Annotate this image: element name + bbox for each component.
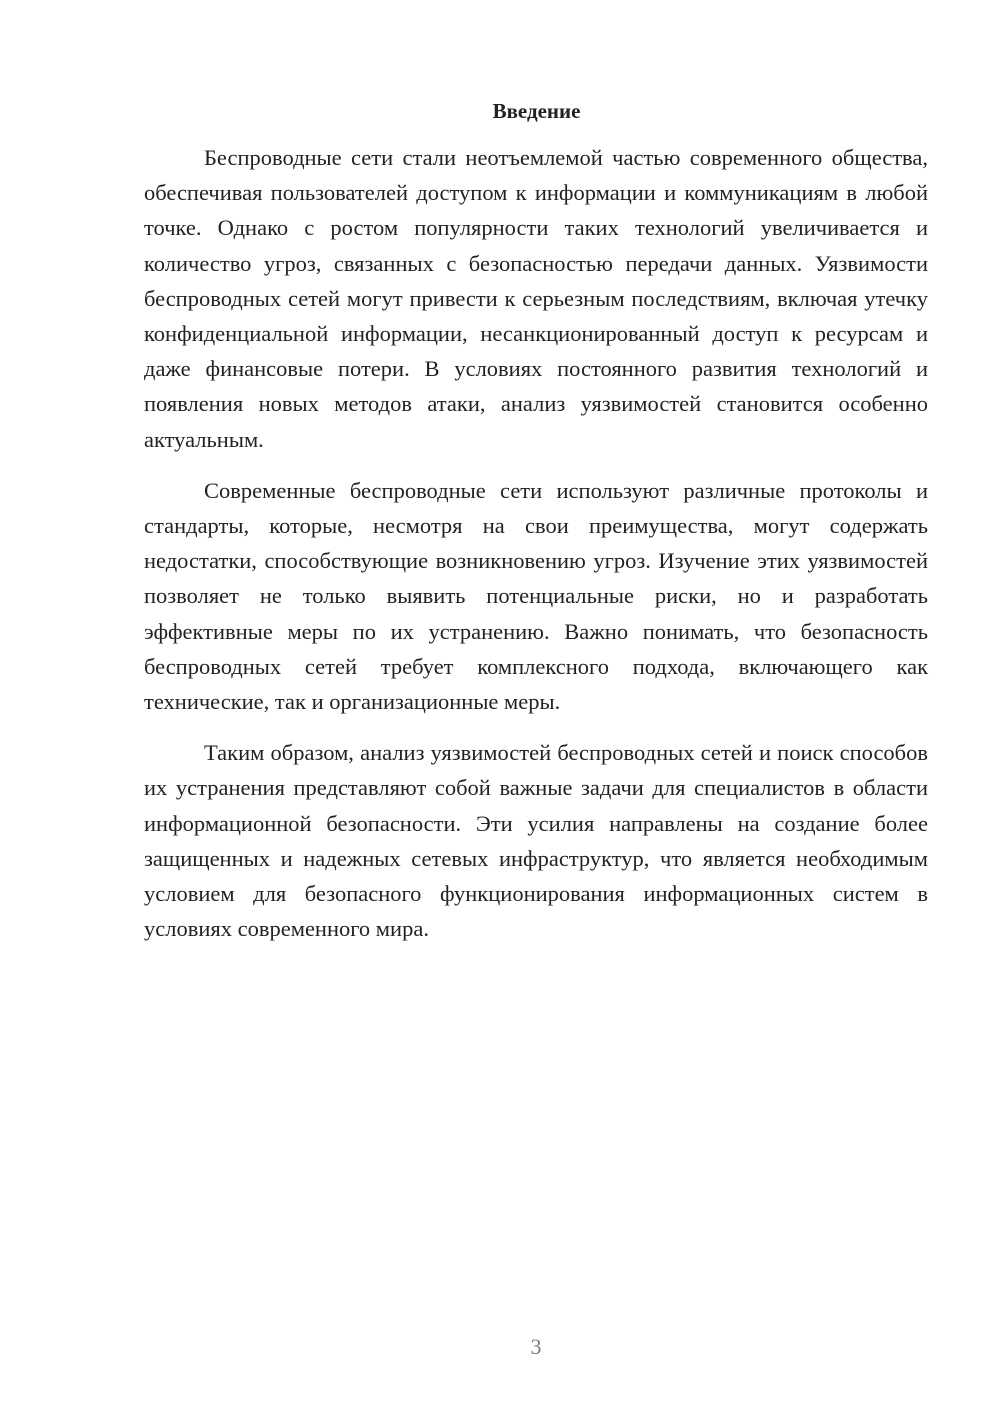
paragraph-2: Современные беспроводные сети используют различные протоколы и стандарты, которые, несмотря на свои преимущества, могут содержать недостатки, способствующие возникновению угроз. Изучение этих уязвимостей позволяет не только выявить потенциальные риски, но и разработать эффективные меры по их устранению. Важно понимать, что безопасность беспроводных сетей требует комплексного подхода, включающего как технические, так и организационные меры. xyxy=(144,477,928,715)
section-heading: Введение xyxy=(492,99,581,123)
paragraph-3: Таким образом, анализ уязвимостей беспроводных сетей и поиск способов их устранения представляют собой важные задачи для специалистов в области информационной безопасности. Эти усилия направлены на создание более защищенных и надежных сетевых инфраструктур, что является необходимым условием для безопасного функционирования информационных систем в условиях современного мира. xyxy=(144,740,928,942)
paragraph-1: Беспроводные сети стали неотъемлемой частью современного общества, обеспечивая пользователей доступом к информации и коммуникациям в любой точке. Однако с ростом популярности таких технологий увеличивается и количество угроз, связанных с безопасностью передачи данных. Уязвимости беспроводных сетей могут привести к серьезным последствиям, включая утечку конфиденциальной информации, несанкционированный доступ к ресурсам и даже финансовые потери. В условиях постоянного развития технологий и появления новых методов атаки, анализ уязвимостей становится особенно актуальным. xyxy=(144,145,928,452)
page-content xyxy=(144,96,928,962)
page-number: 3 xyxy=(530,1334,542,1359)
